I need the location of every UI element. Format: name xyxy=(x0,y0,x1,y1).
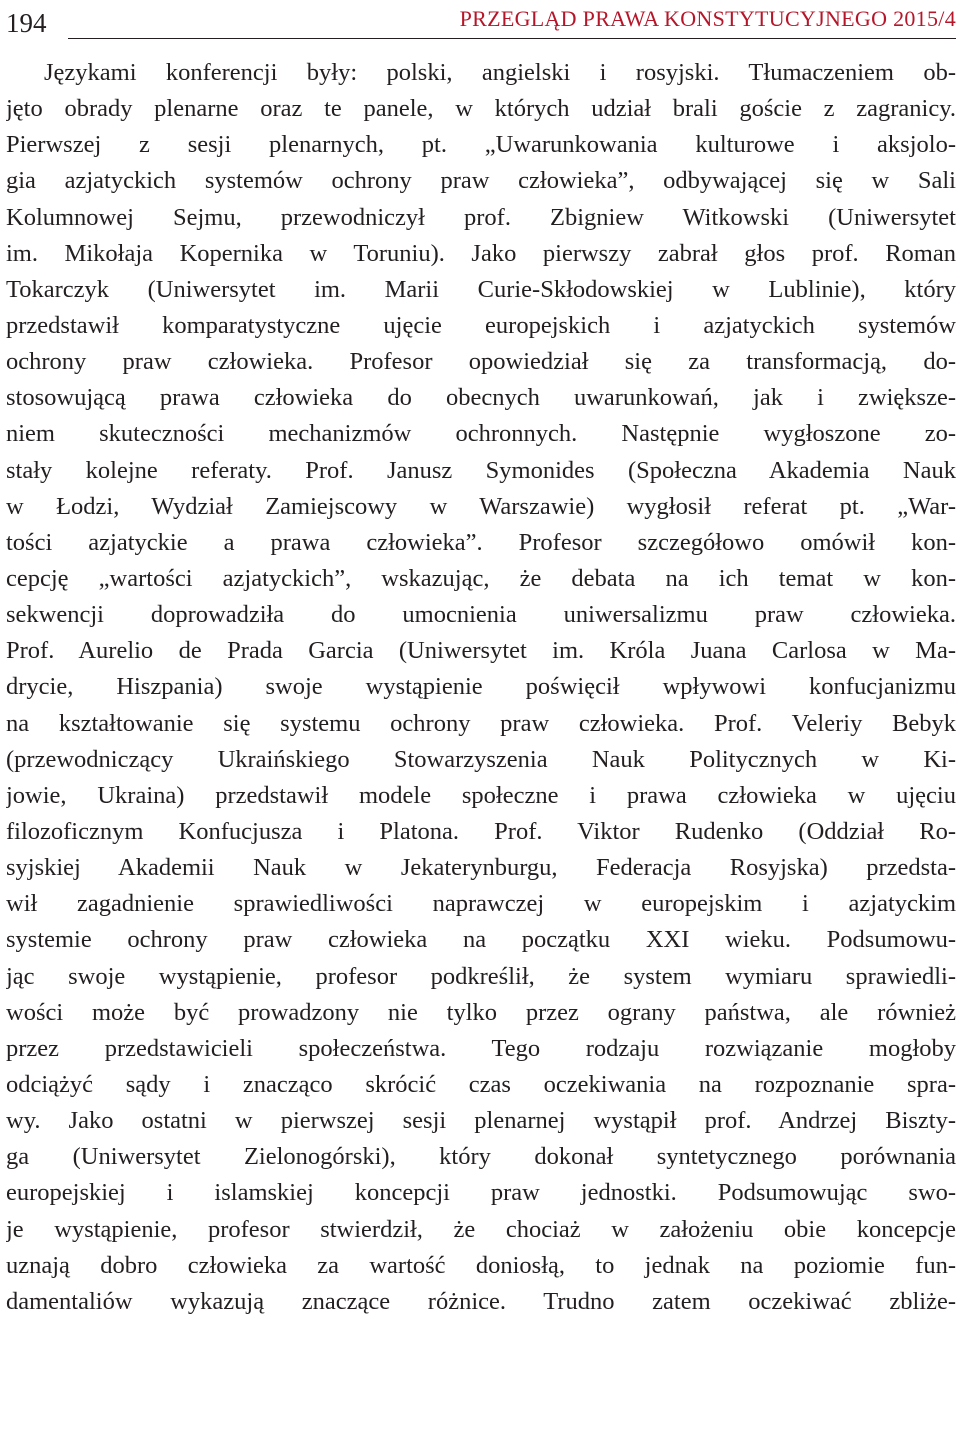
text-line: wił zagadnienie sprawiedliwości naprawczej w europejskim i azjatyckim xyxy=(6,890,956,918)
text-line: Prof. Aurelio de Prada Garcia (Uniwersytet im. Króla Juana Carlosa w Ma- xyxy=(6,637,956,665)
text-line: niem skuteczności mechanizmów ochronnych. Następnie wygłoszone zo- xyxy=(6,420,956,448)
text-line: ochrony praw człowieka. Profesor opowiedział się za transformacją, do- xyxy=(6,348,956,376)
text-line: tości azjatyckie a prawa człowieka”. Profesor szczegółowo omówił kon- xyxy=(6,528,956,556)
text-line: drycie, Hiszpania) swoje wystąpienie poświęcił wpływowi konfucjanizmu xyxy=(6,673,956,701)
text-line: cepcję „wartości azjatyckich”, wskazując, że debata na ich temat w kon- xyxy=(6,564,956,592)
text-line: je wystąpienie, profesor stwierdził, że chociaż w założeniu obie koncepcje xyxy=(6,1215,956,1243)
header-rule xyxy=(68,38,956,39)
text-line: syjskiej Akademii Nauk w Jekaterynburgu, Federacja Rosyjska) przedsta- xyxy=(6,854,956,882)
text-line: przedstawił komparatystyczne ujęcie europejskich i azjatyckich systemów xyxy=(6,311,956,339)
body-paragraph xyxy=(6,55,956,1320)
text-line: europejskiej i islamskiej koncepcji praw jednostki. Podsumowując swo- xyxy=(6,1179,956,1207)
text-line: systemie ochrony praw człowieka na początku XXI wieku. Podsumowu- xyxy=(6,926,956,954)
text-line: sekwencji doprowadziła do umocnienia uniwersalizmu praw człowieka. xyxy=(6,601,956,629)
text-line: jowie, Ukraina) przedstawił modele społeczne i prawa człowieka w ujęciu xyxy=(6,781,956,809)
text-line: na kształtowanie się systemu ochrony praw człowieka. Prof. Veleriy Bebyk xyxy=(6,709,956,737)
text-line: Kolumnowej Sejmu, przewodniczył prof. Zbigniew Witkowski (Uniwersytet xyxy=(6,203,956,231)
text-line: wości może być prowadzony nie tylko przez ograny państwa, ale również xyxy=(6,998,956,1026)
text-line: gia azjatyckich systemów ochrony praw człowieka”, odbywającej się w Sali xyxy=(6,167,956,195)
text-line: (przewodniczący Ukraińskiego Stowarzyszenia Nauk Politycznych w Ki- xyxy=(6,745,956,773)
text-line: uznają dobro człowieka za wartość doniosłą, to jednak na poziomie fun- xyxy=(6,1251,956,1279)
text-line: jąc swoje wystąpienie, profesor podkreślił, że system wymiaru sprawiedli- xyxy=(6,962,956,990)
text-line: im. Mikołaja Kopernika w Toruniu). Jako pierwszy zabrał głos prof. Roman xyxy=(6,239,956,267)
text-line: w Łodzi, Wydział Zamiejscowy w Warszawie) wygłosił referat pt. „War- xyxy=(6,492,956,520)
text-line: ga (Uniwersytet Zielonogórski), który dokonał syntetycznego porównania xyxy=(6,1143,956,1171)
text-line: Językami konferencji były: polski, angielski i rosyjski. Tłumaczeniem ob- xyxy=(44,59,956,86)
running-title: PRZEGLĄD PRAWA KONSTYTUCYJNEGO 2015/4 xyxy=(459,6,956,31)
page-number: 194 xyxy=(6,8,47,38)
text-line: Pierwszej z sesji plenarnych, pt. „Uwarunkowania kulturowe i aksjolo- xyxy=(6,131,956,159)
text-line: jęto obrady plenarne oraz te panele, w których udział brali goście z zagranicy. xyxy=(6,95,956,123)
text-line: stały kolejne referaty. Prof. Janusz Symonides (Społeczna Akademia Nauk xyxy=(6,456,956,484)
text-line: Tokarczyk (Uniwersytet im. Marii Curie-Skłodowskiej w Lublinie), który xyxy=(6,275,956,303)
text-line: przez przedstawicieli społeczeństwa. Tego rodzaju rozwiązanie mogłoby xyxy=(6,1034,956,1062)
text-line: damentaliów wykazują znaczące różnice. Trudno zatem oczekiwać zbliże- xyxy=(6,1287,956,1315)
page-header xyxy=(6,2,956,38)
text-line: stosowującą prawa człowieka do obecnych uwarunkowań, jak i zwiększe- xyxy=(6,384,956,412)
text-line: wy. Jako ostatni w pierwszej sesji plenarnej wystąpił prof. Andrzej Biszty- xyxy=(6,1107,956,1135)
text-line: odciążyć sądy i znacząco skrócić czas oczekiwania na rozpoznanie spra- xyxy=(6,1070,956,1098)
text-line: filozoficznym Konfucjusza i Platona. Prof. Viktor Rudenko (Oddział Ro- xyxy=(6,817,956,845)
